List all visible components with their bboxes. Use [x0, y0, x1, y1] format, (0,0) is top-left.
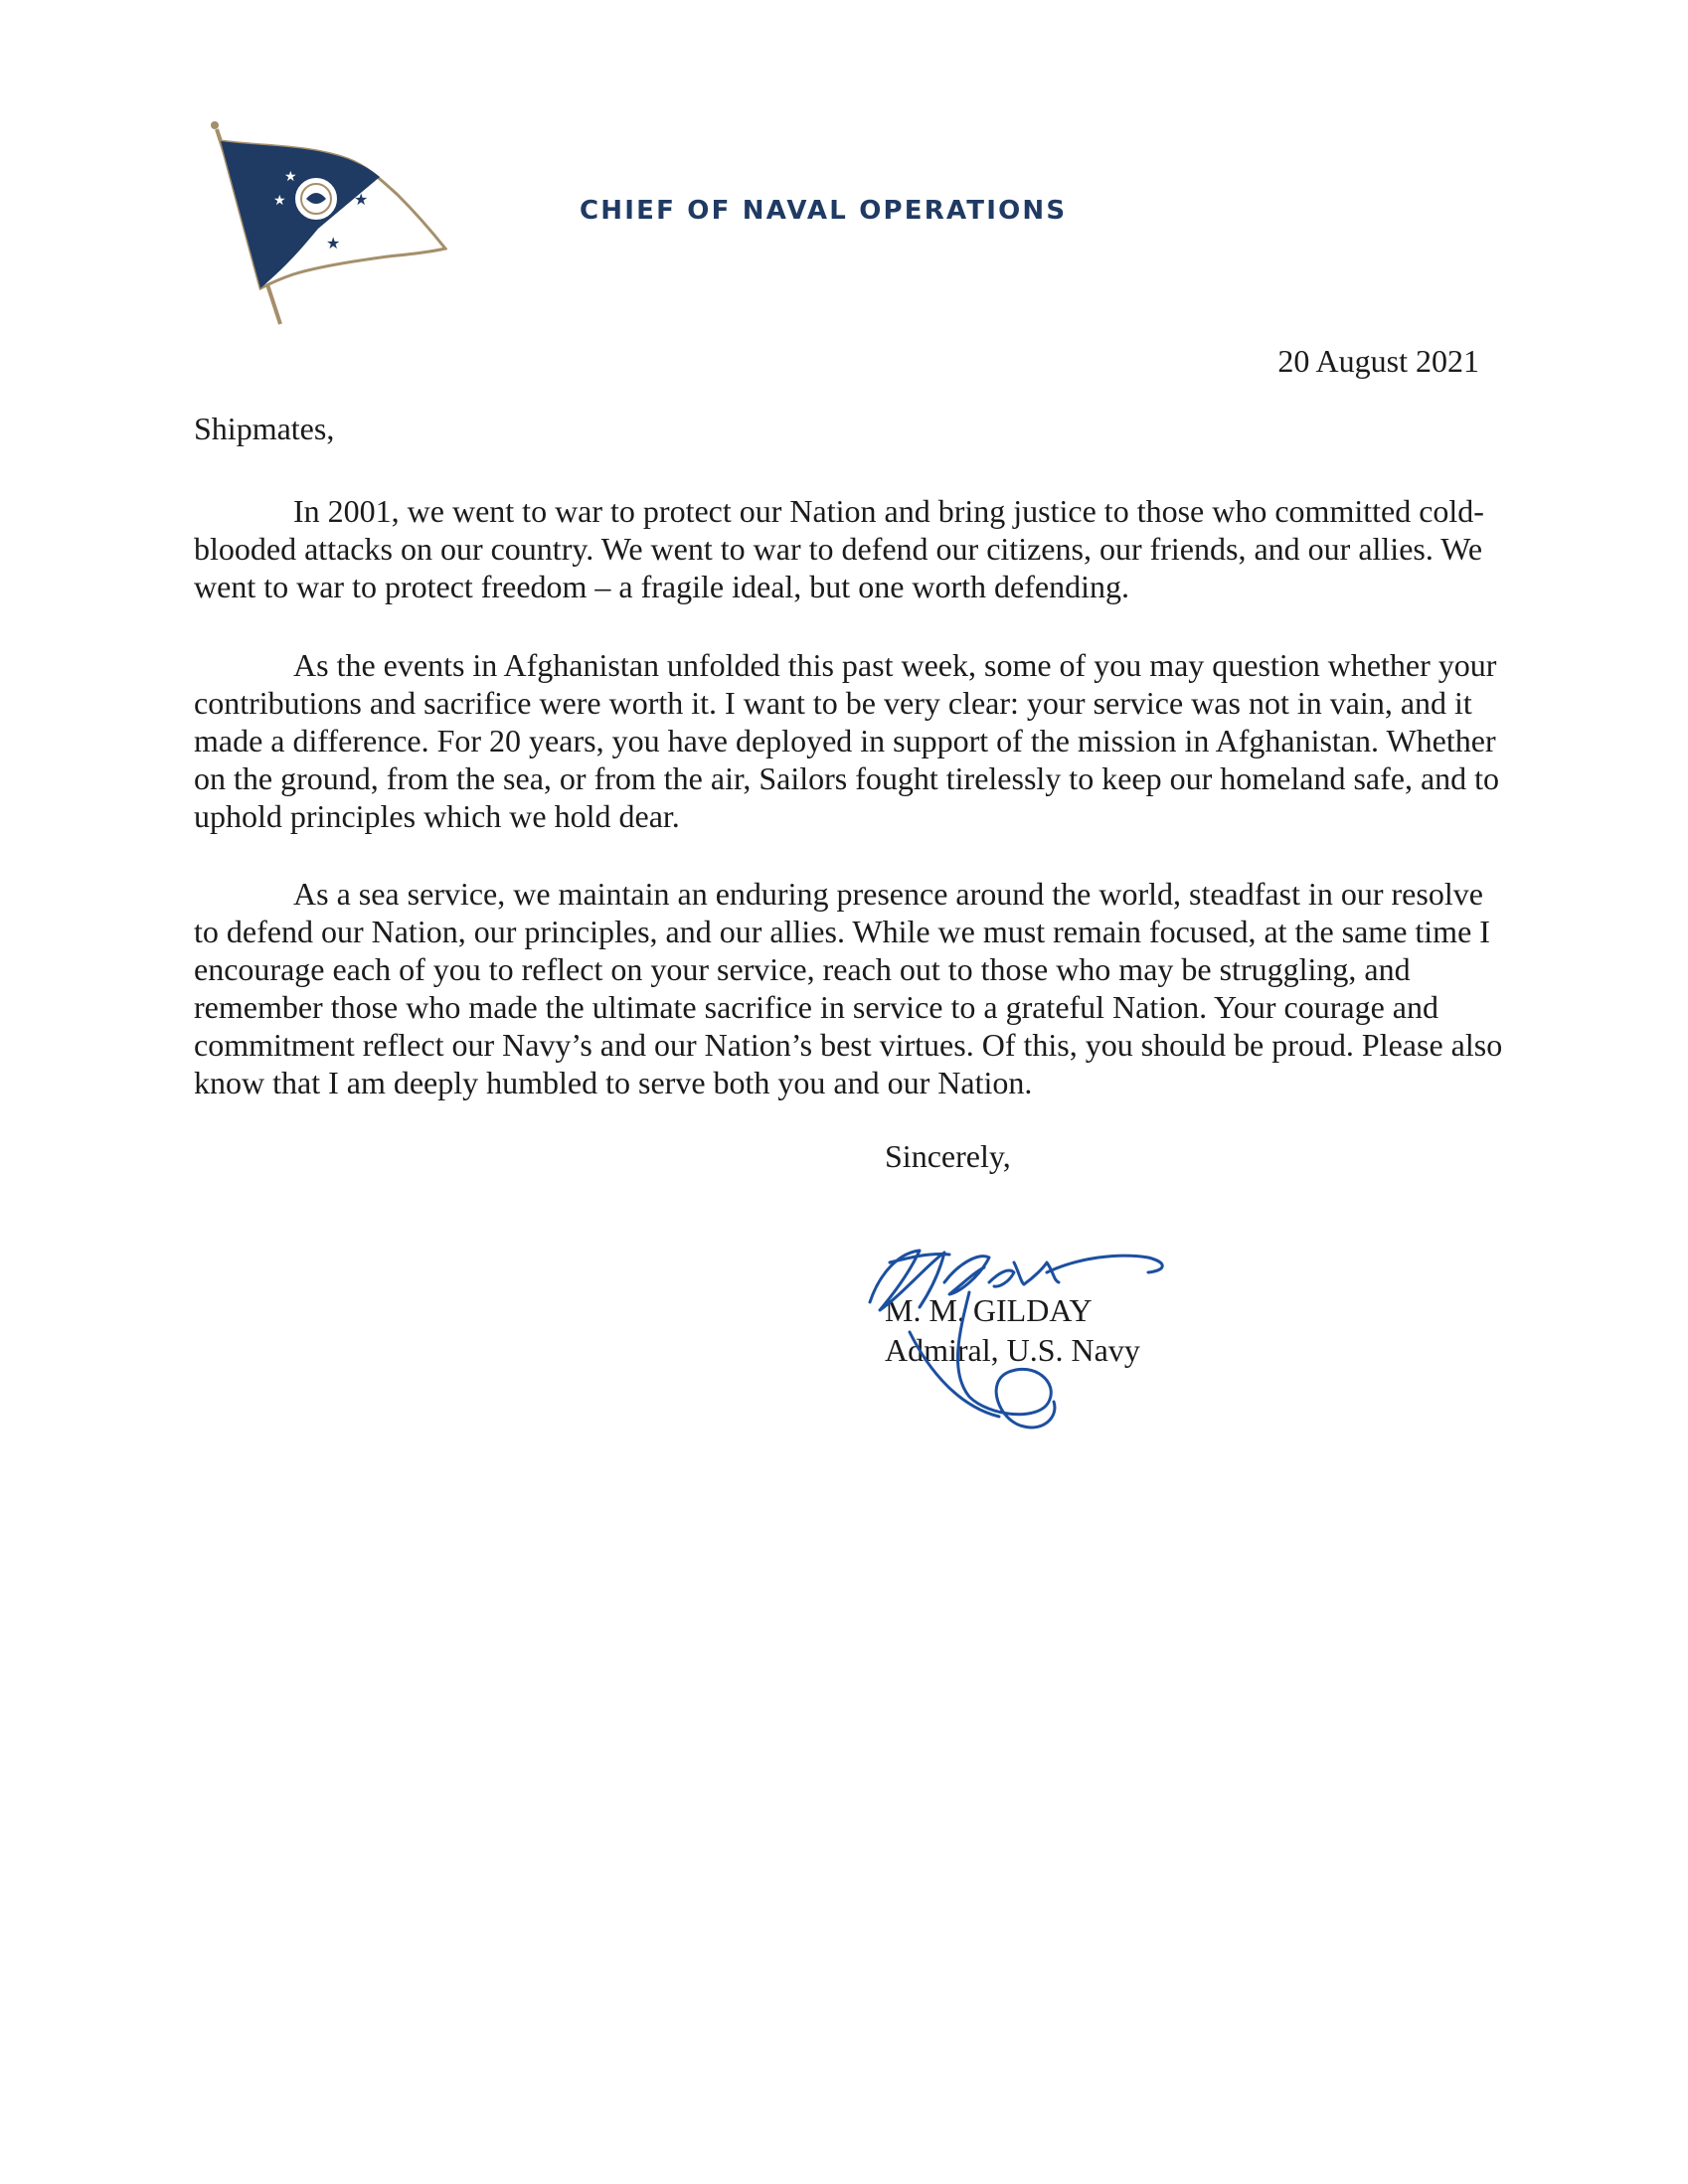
- signer-name: M. M. GILDAY: [885, 1292, 1093, 1328]
- svg-text:★: ★: [326, 234, 341, 252]
- handwritten-signature: [850, 1223, 1178, 1451]
- navy-flag-icon: [199, 117, 447, 328]
- body-paragraph: As a sea service, we maintain an enduring presence around the world, steadfast in our resolve to defend our Nation, our principles, and our allies. While we must remain focused, at the same time I encourage each of you to reflect on your service, reach out to those who may be struggling, and remember those who made the ultimate sacrifice in service to a grateful Nation. Your courage and commitment reflect our Navy’s and our Nation’s best virtues. Of this, you should be proud. Please also know that I am deeply humbled to serve both you and our Nation.: [194, 876, 1503, 1100]
- body-paragraph: In 2001, we went to war to protect our Nation and bring justice to those who committed cold-blooded attacks on our country. We went to war to defend our citizens, our friends, and our allies. We went to war to protect freedom – a fragile ideal, but one worth defending.: [194, 493, 1484, 604]
- closing: Sincerely,: [885, 1138, 1011, 1174]
- svg-text:★: ★: [354, 190, 369, 209]
- signer-title: Admiral, U.S. Navy: [885, 1332, 1140, 1368]
- letterhead-title: CHIEF OF NAVAL OPERATIONS: [580, 196, 1068, 226]
- salutation: Shipmates,: [194, 411, 335, 446]
- svg-text:★: ★: [284, 169, 297, 185]
- svg-text:★: ★: [273, 193, 286, 209]
- body-paragraph: As the events in Afghanistan unfolded this past week, some of you may question whether your contributions and sacrifice were worth it. I want to be very clear: your service was not in vain, and it made a difference. For 20 years, you have deployed in support of the mission in Afghanistan. Whether on the ground, from the sea, or from the air, Sailors fought tirelessly to keep our homeland safe, and to uphold principles which we hold dear.: [194, 647, 1500, 834]
- letter-date: 20 August 2021: [1277, 343, 1479, 379]
